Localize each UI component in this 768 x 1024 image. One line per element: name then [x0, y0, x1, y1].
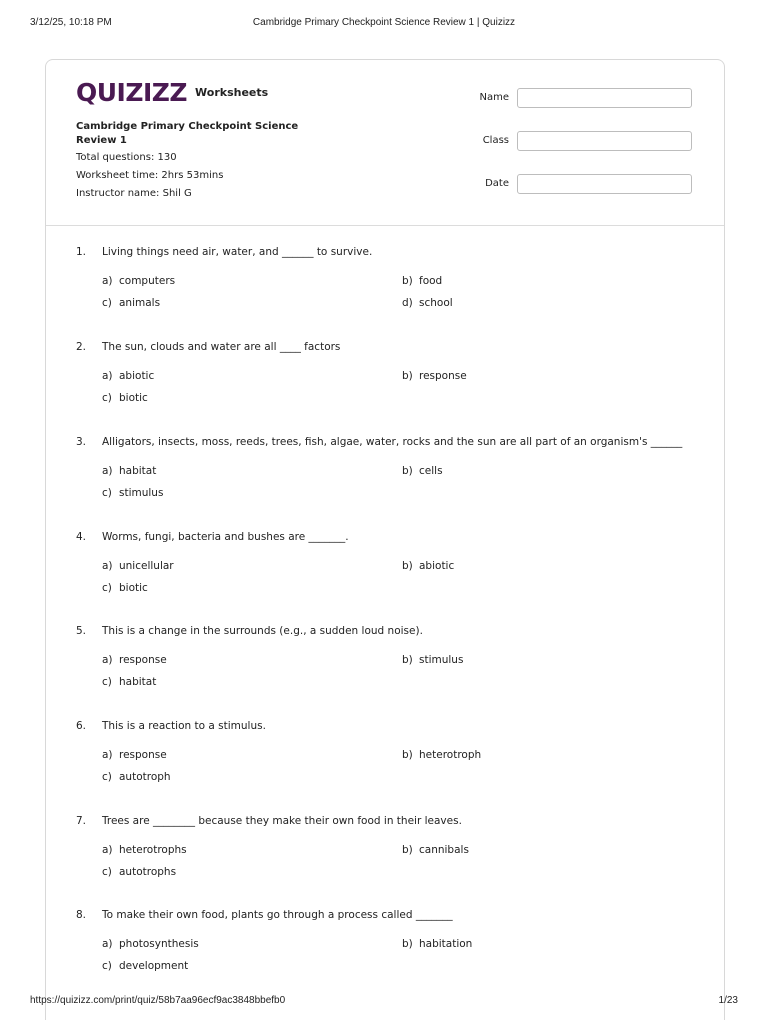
print-datetime: 3/12/25, 10:18 PM [30, 17, 112, 28]
worksheet [45, 59, 725, 1020]
answer-option: c) biotic [102, 582, 148, 594]
question-text: To make their own food, plants go through a process called _______ [102, 909, 453, 921]
answer-option: c) autotroph [102, 771, 171, 783]
quizizz-logo [76, 78, 268, 108]
answer-option: b) stimulus [402, 654, 464, 666]
answer-option: b) cannibals [402, 844, 469, 856]
print-header [30, 17, 738, 31]
name-label: Name [479, 92, 509, 103]
answer-option: b) heterotroph [402, 749, 482, 761]
question-text: Living things need air, water, and ______ to survive. [102, 246, 373, 258]
answer-option: b) abiotic [402, 560, 455, 572]
answer-option: a) photosynthesis [102, 938, 199, 950]
answer-option: c) development [102, 960, 189, 972]
answer-option: a) unicellular [102, 560, 174, 572]
answer-option: b) response [402, 370, 467, 382]
question-number: 1. [76, 246, 87, 258]
answer-option: a) computers [102, 275, 176, 287]
brand-sub: Worksheets [195, 85, 269, 99]
question-number: 3. [76, 436, 87, 448]
answer-option: c) animals [102, 297, 161, 309]
answer-option: a) response [102, 654, 167, 666]
print-footer [30, 995, 738, 1009]
answer-option: d) school [402, 297, 453, 309]
question-text: Alligators, insects, moss, reeds, trees, fish, algae, water, rocks and the sun are all part of an organism's ______ [102, 436, 683, 448]
answer-option: a) heterotrophs [102, 844, 187, 856]
question-text: Worms, fungi, bacteria and bushes are _______. [102, 531, 349, 543]
answer-option: c) habitat [102, 676, 157, 688]
class-label: Class [482, 135, 509, 146]
answer-option: c) biotic [102, 392, 148, 404]
question-text: This is a change in the surrounds (e.g., a sudden loud noise). [102, 625, 423, 637]
answer-option: c) autotrophs [102, 866, 177, 878]
worksheet-title: Cambridge Primary Checkpoint Science Review 1 [76, 121, 299, 146]
answer-option: a) habitat [102, 465, 157, 477]
print-doc-title: Cambridge Primary Checkpoint Science Review 1 | Quizizz [252, 17, 516, 28]
question-text: The sun, clouds and water are all ____ factors [102, 341, 341, 353]
print-url[interactable]: https://quizizz.com/print/quiz/58b7aa96ecf9ac3848bbefb0 [30, 995, 286, 1006]
answer-option: b) habitation [402, 938, 473, 950]
question-number: 2. [76, 341, 87, 353]
question-number: 7. [76, 815, 87, 827]
answer-option: b) food [402, 275, 443, 287]
name-field[interactable] [517, 88, 692, 108]
date-field[interactable] [517, 174, 692, 194]
answer-option: b) cells [402, 465, 443, 477]
question-text: Trees are ________ because they make their own food in their leaves. [102, 815, 462, 827]
answer-option: a) response [102, 749, 167, 761]
question-number: 5. [76, 625, 87, 637]
question-text: This is a reaction to a stimulus. [102, 720, 266, 732]
question-number: 8. [76, 909, 87, 921]
answer-option: a) abiotic [102, 370, 155, 382]
brand-wordmark: QUIZIZZ [76, 78, 188, 107]
worksheet-time: Worksheet time: 2hrs 53mins [76, 170, 224, 181]
worksheet-header [46, 60, 724, 226]
answer-option: c) stimulus [102, 487, 164, 499]
class-field[interactable] [517, 131, 692, 151]
instructor-name: Instructor name: Shil G [76, 188, 192, 199]
total-questions: Total questions: 130 [76, 152, 177, 163]
date-label: Date [485, 178, 509, 189]
page-number: 1/23 [718, 995, 738, 1006]
question-number: 4. [76, 531, 87, 543]
question-number: 6. [76, 720, 87, 732]
